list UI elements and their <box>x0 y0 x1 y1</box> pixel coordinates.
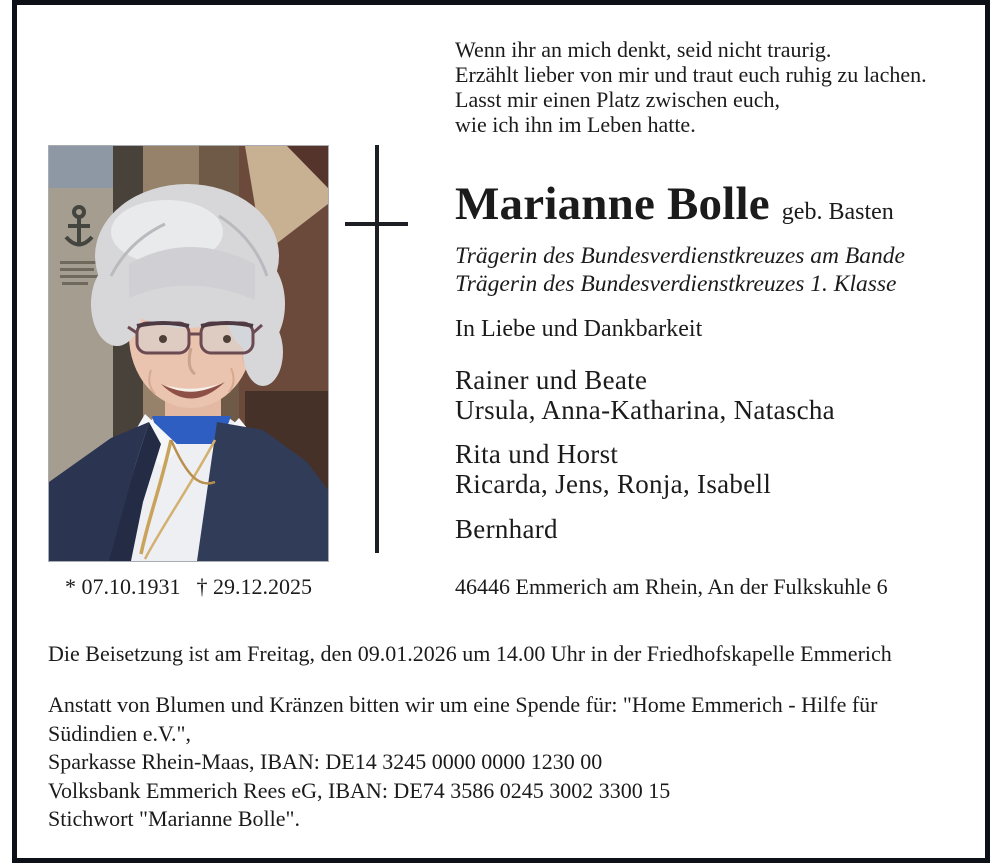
donation-info <box>48 691 878 834</box>
mourners-list <box>455 365 835 544</box>
donation-line: Stichwort "Marianne Bolle". <box>48 806 300 831</box>
mourner-line: Rainer und Beate <box>455 365 648 395</box>
donation-line: Sparkasse Rhein-Maas, IBAN: DE14 3245 0000 0000 1230 00 <box>48 749 603 774</box>
mourner-group <box>455 365 835 425</box>
honor-line: Trägerin des Bundesverdienstkreuzes 1. Klasse <box>455 271 897 297</box>
donation-line: Volksbank Emmerich Rees eG, IBAN: DE74 3586 0245 3002 3300 15 <box>48 777 671 803</box>
poem-line: Wenn ihr an mich denkt, seid nicht traurig. <box>455 37 832 62</box>
mourner-group <box>455 439 835 499</box>
birth-date: * 07.10.1931 <box>65 574 181 599</box>
death-date: † 29.12.2025 <box>196 574 312 599</box>
cross-vertical-bar <box>375 145 379 553</box>
tribute-line: In Liebe und Dankbarkeit <box>455 316 703 342</box>
honors <box>455 242 905 298</box>
birth-name: geb. Basten <box>781 199 894 225</box>
mourner-line: Ricarda, Jens, Ronja, Isabell <box>455 469 772 499</box>
mourner-line: Ursula, Anna-Katharina, Natascha <box>455 395 835 425</box>
name-line <box>455 178 894 230</box>
funeral-info: Die Beisetzung ist am Freitag, den 09.01.2026 um 14.00 Uhr in der Friedhofskapelle Emmerich <box>48 641 892 666</box>
portrait-photo-drawing <box>49 146 328 561</box>
portrait-photo <box>48 145 329 562</box>
deceased-name: Marianne Bolle <box>455 178 770 230</box>
donation-line: Anstatt von Blumen und Kränzen bitten wir um eine Spende für: "Home Emmerich - Hilfe für <box>48 692 878 717</box>
donation-line: Südindien e.V.", <box>48 720 192 746</box>
mourner-group <box>455 514 835 544</box>
cross-horizontal-bar <box>345 222 408 226</box>
poem-line: Lasst mir einen Platz zwischen euch, <box>455 87 781 112</box>
life-dates <box>48 574 329 600</box>
poem-line: wie ich ihn im Leben hatte. <box>455 112 696 137</box>
mourner-line: Rita und Horst <box>455 439 619 469</box>
poem-line: Erzählt lieber von mir und traut euch ruhig zu lachen. <box>455 62 927 87</box>
address-line: 46446 Emmerich am Rhein, An der Fulkskuhle 6 <box>455 574 888 599</box>
poem <box>455 37 927 137</box>
honor-line: Trägerin des Bundesverdienstkreuzes am Bande <box>455 243 905 269</box>
mourner-line: Bernhard <box>455 514 558 544</box>
